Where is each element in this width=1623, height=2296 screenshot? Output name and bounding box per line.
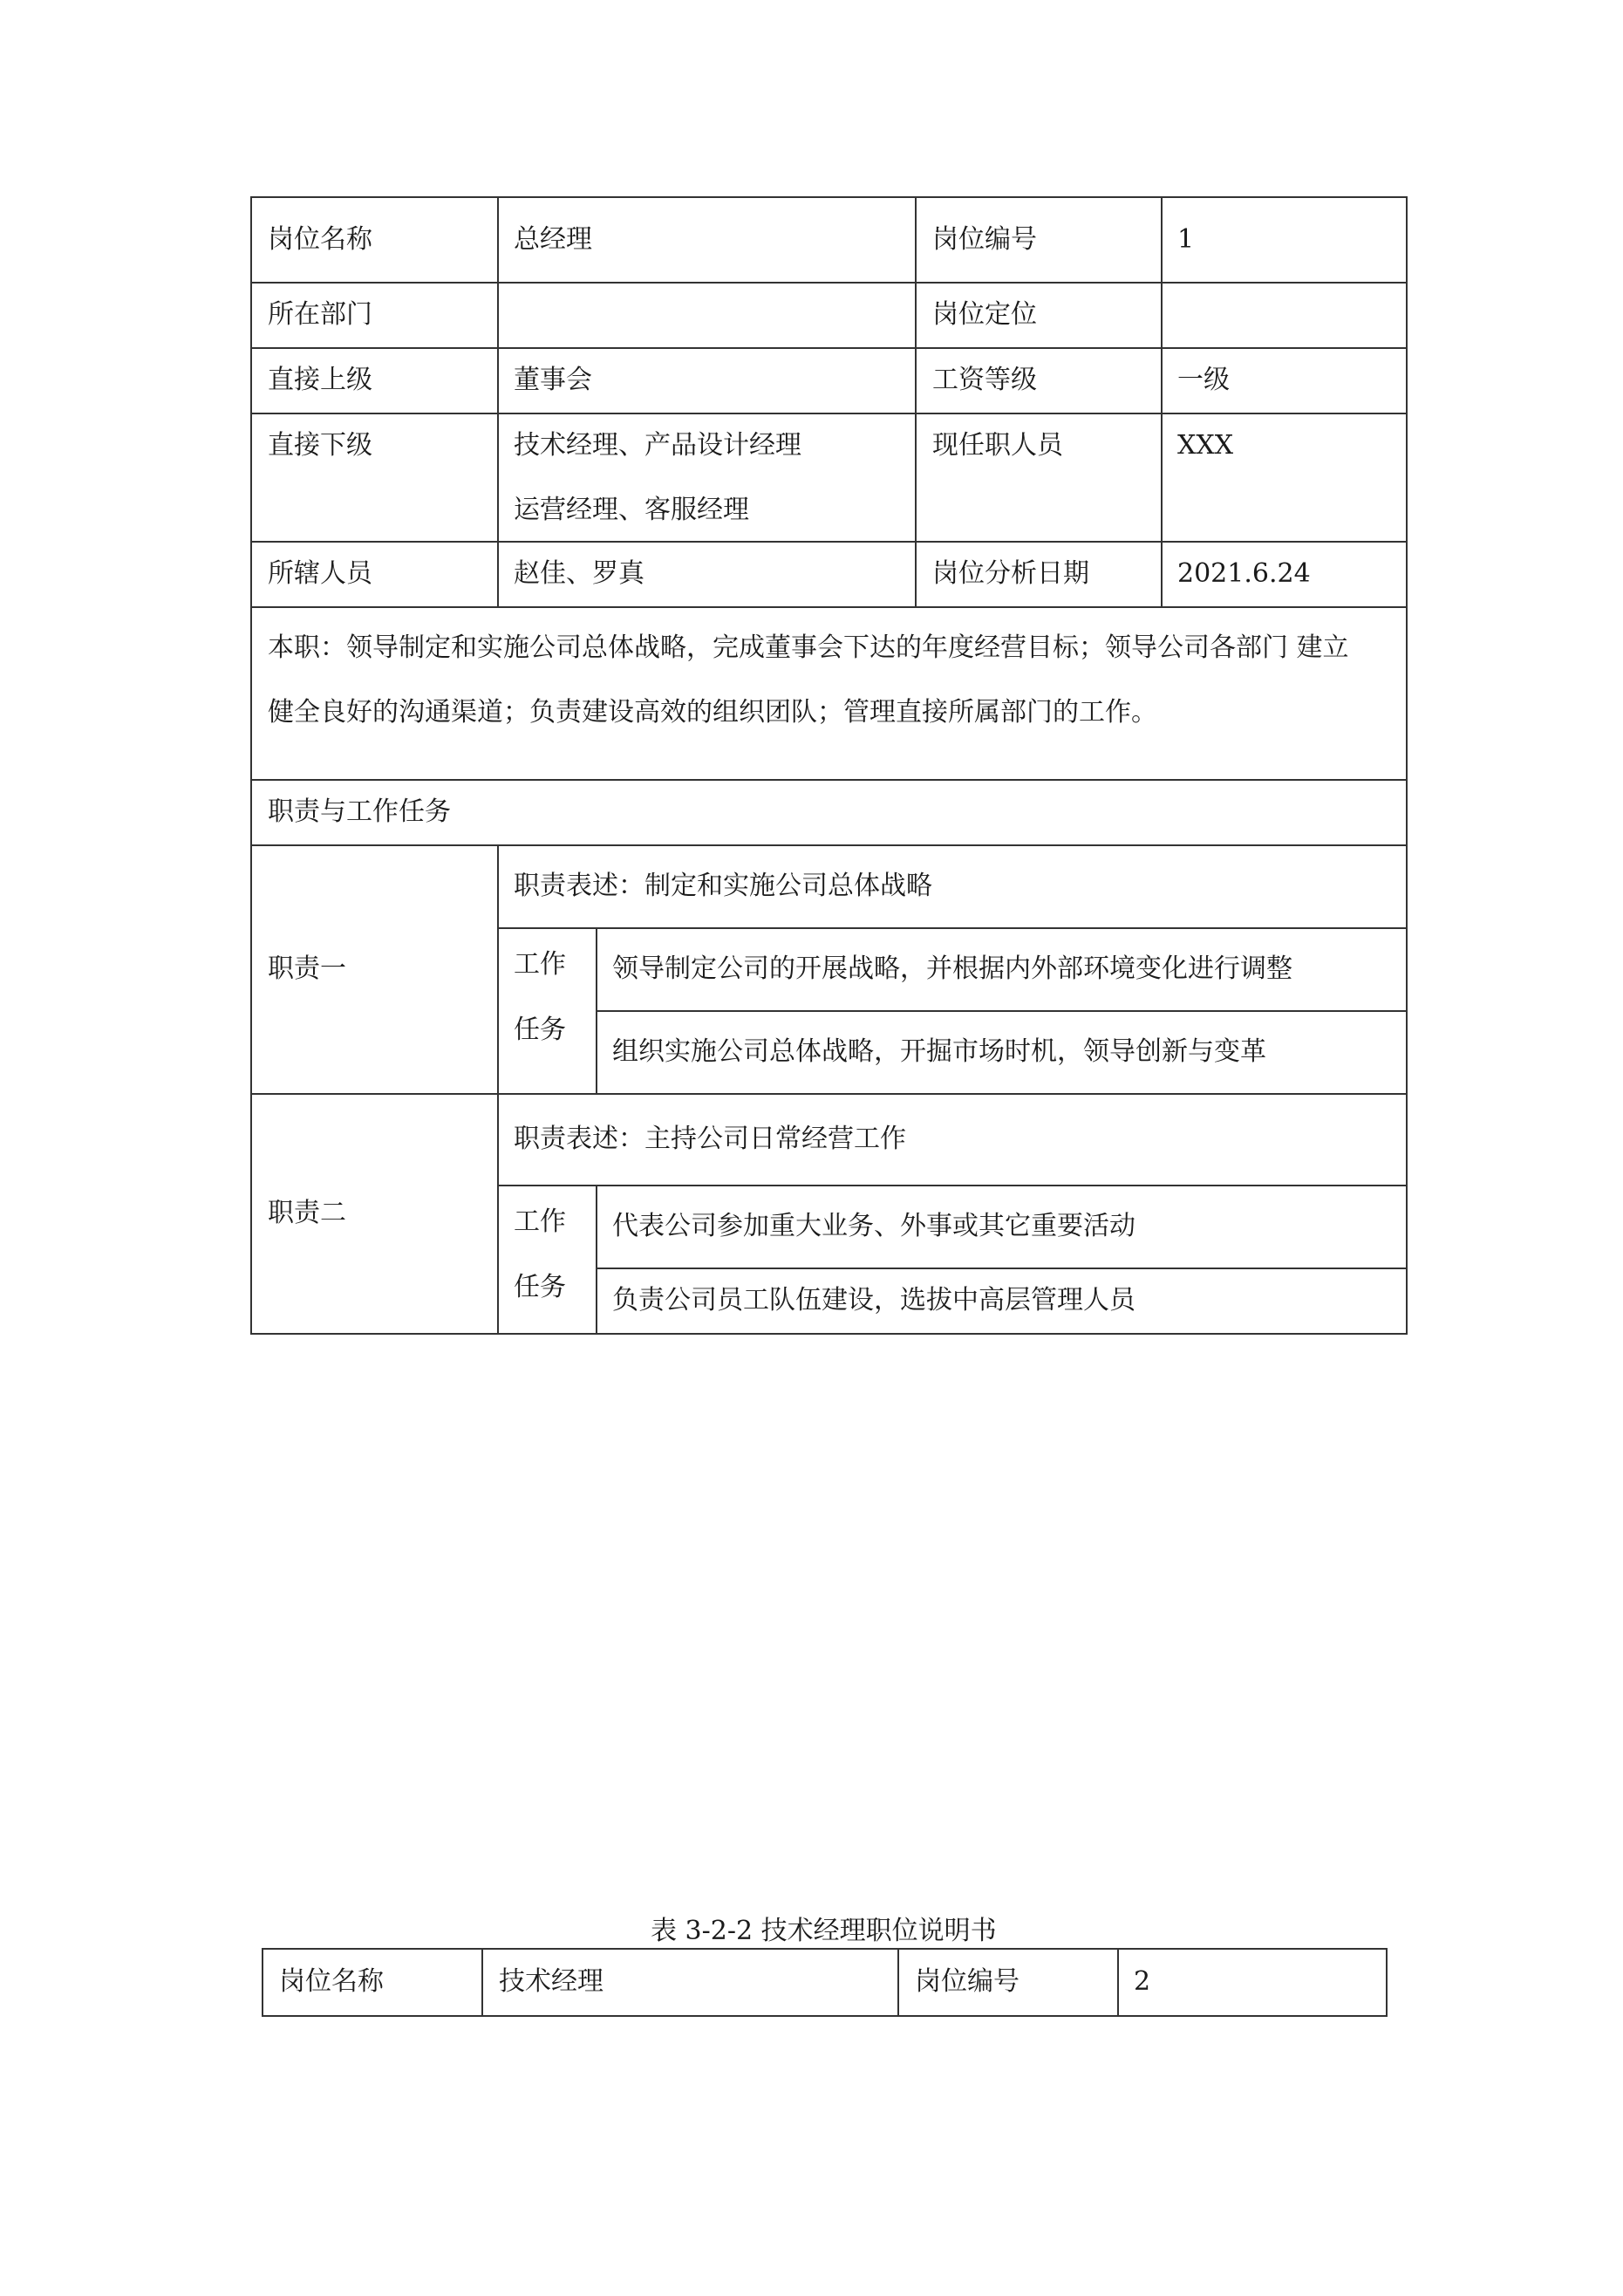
duty1-task-label-1: 工作: [514, 949, 566, 980]
table-border: [597, 1010, 1408, 1012]
table-border: [250, 541, 1408, 543]
table2-caption: 表 3-2-2 技术经理职位说明书: [651, 1916, 997, 1946]
table-border: [250, 1093, 1408, 1095]
table-border: [497, 844, 499, 1335]
table-border: [250, 413, 1408, 414]
direct-subordinates-line2: 运营经理、客服经理: [514, 495, 749, 525]
table-border: [498, 1185, 1408, 1186]
job-title-label: 岗位名称: [268, 224, 372, 255]
duty2-task-1: 代表公司参加重大业务、外事或其它重要活动: [612, 1211, 1135, 1241]
duty2-description: 职责表述：主持公司日常经营工作: [514, 1124, 906, 1154]
t2-job-title-value: 技术经理: [499, 1966, 604, 1997]
direct-subordinates-line1: 技术经理、产品设计经理: [514, 430, 801, 461]
analysis-date-value: 2021.6.24: [1177, 558, 1311, 589]
table-border: [1406, 196, 1408, 1335]
direct-superior-label: 直接上级: [268, 365, 372, 395]
job-summary-line1: 本职：领导制定和实施公司总体战略，完成董事会下达的年度经营目标；领导公司各部门 建立: [268, 632, 1349, 663]
duty2-task-label-2: 任务: [514, 1272, 566, 1302]
t2-job-number-label: 岗位编号: [915, 1966, 1019, 1997]
table-border: [250, 1333, 1408, 1335]
current-holder-label: 现任职人员: [932, 430, 1063, 461]
staff-value: 赵佳、罗真: [514, 558, 644, 589]
table-border: [250, 196, 252, 1335]
job-summary-line2: 健全良好的沟通渠道；负责建设高效的组织团队；管理直接所属部门的工作。: [268, 697, 1157, 728]
table-border: [250, 779, 1408, 781]
duty1-name: 职责一: [268, 953, 346, 984]
staff-label: 所辖人员: [268, 558, 372, 589]
table-border: [262, 2015, 1388, 2017]
table-border: [250, 196, 1408, 198]
t2-job-number-value: 2: [1134, 1966, 1151, 1997]
table-border: [250, 606, 1408, 608]
duty1-task-1: 领导制定公司的开展战略，并根据内外部环境变化进行调整: [612, 953, 1292, 984]
table-border: [915, 196, 917, 606]
table-border: [250, 347, 1408, 349]
table-border: [597, 1268, 1408, 1269]
table-border: [262, 1948, 263, 2017]
duty1-task-label-2: 任务: [514, 1015, 566, 1045]
direct-superior-value: 董事会: [514, 365, 592, 395]
direct-subordinates-label: 直接下级: [268, 430, 372, 461]
table-border: [596, 1185, 597, 1333]
salary-grade-value: 一级: [1177, 365, 1230, 395]
table-border: [596, 927, 597, 1093]
table-border: [1117, 1948, 1119, 2017]
section-title: 职责与工作任务: [268, 796, 451, 827]
t2-job-title-label: 岗位名称: [279, 1966, 384, 1997]
job-positioning-label: 岗位定位: [932, 299, 1037, 330]
department-label: 所在部门: [268, 299, 372, 330]
table-border: [481, 1948, 483, 2017]
table-border: [1161, 196, 1163, 606]
job-number-value: 1: [1177, 224, 1195, 255]
current-holder-value: XXX: [1177, 430, 1234, 461]
job-number-label: 岗位编号: [932, 224, 1037, 255]
duty1-task-2: 组织实施公司总体战略，开掘市场时机，领导创新与变革: [612, 1036, 1266, 1067]
job-title-value: 总经理: [514, 224, 592, 255]
salary-grade-label: 工资等级: [932, 365, 1037, 395]
table-border: [1386, 1948, 1388, 2017]
table-border: [498, 927, 1408, 929]
table-border: [250, 844, 1408, 846]
duty2-task-label-1: 工作: [514, 1206, 566, 1237]
table-border: [897, 1948, 899, 2017]
table-border: [250, 282, 1408, 284]
analysis-date-label: 岗位分析日期: [932, 558, 1089, 589]
duty1-description: 职责表述：制定和实施公司总体战略: [514, 871, 932, 901]
table-border: [262, 1948, 1388, 1950]
duty2-name: 职责二: [268, 1198, 346, 1228]
duty2-task-2: 负责公司员工队伍建设，选拔中高层管理人员: [612, 1285, 1135, 1315]
table-border: [497, 196, 499, 606]
